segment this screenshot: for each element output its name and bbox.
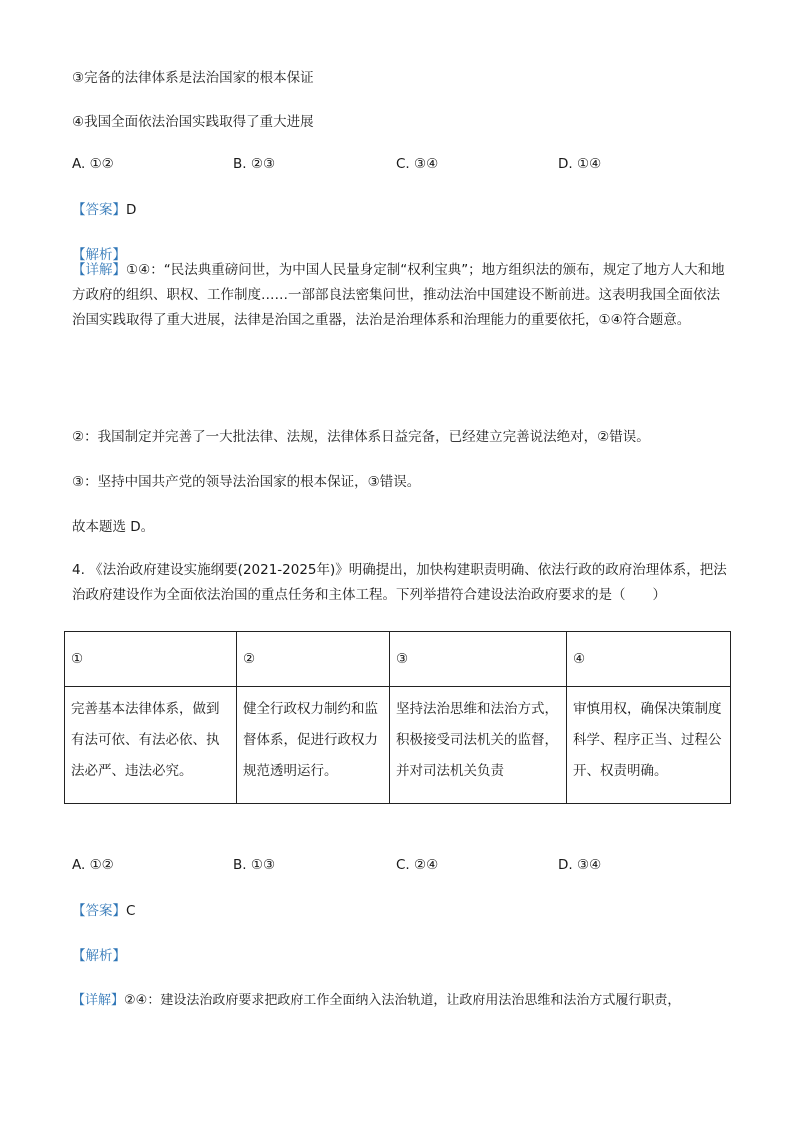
answer-value: D [126, 202, 137, 218]
q4-analysis-heading [72, 946, 126, 966]
q3-conclusion: 故本题选 D。 [72, 519, 155, 535]
detail-tag: 【详解】 [72, 993, 125, 1008]
detail-tag: 【详解】 [72, 262, 126, 278]
q4-choice-d: D. ③④ [558, 857, 602, 873]
q4-measures-table [64, 631, 731, 804]
q3-note-3: ③：坚持中国共产党的领导法治国家的根本保证，③错误。 [72, 474, 421, 490]
q4-choice-b: B. ①③ [233, 857, 276, 873]
q3-detail-paragraph [72, 258, 732, 333]
table-header-cell: ④ [567, 632, 731, 687]
table-cell: 审慎用权，确保决策制度科学、程序正当、过程公开、权责明确。 [567, 687, 731, 804]
q4-detail-paragraph [72, 991, 680, 1011]
table-cell: 健全行政权力制约和监督体系，促进行政权力规范透明运行。 [237, 687, 390, 804]
q4-choices [72, 857, 732, 877]
q3-choice-d: D. ①④ [558, 156, 602, 172]
table-header-cell: ② [237, 632, 390, 687]
q3-choice-b: B. ②③ [233, 156, 276, 172]
q3-choices [72, 156, 732, 176]
table-cell: 坚持法治思维和法治方式，积极接受司法机关的监督，并对司法机关负责 [390, 687, 567, 804]
table-header-cell: ③ [390, 632, 567, 687]
q3-option-statement-3: ③完备的法律体系是法治国家的根本保证 [72, 70, 314, 86]
q3-note-2: ②：我国制定并完善了一大批法律、法规，法律体系日益完备，已经建立完善说法绝对，②错误。 [72, 429, 650, 445]
q3-choice-a: A. ①② [72, 156, 114, 172]
analysis-tag: 【解析】 [72, 247, 126, 263]
answer-tag: 【答案】 [72, 903, 126, 919]
q3-answer [72, 200, 136, 220]
q4-choice-a: A. ①② [72, 857, 114, 873]
table-cell: 完善基本法律体系，做到有法可依、有法必依、执法必严、违法必究。 [65, 687, 237, 804]
q3-option-statement-4: ④我国全面依法治国实践取得了重大进展 [72, 114, 314, 130]
detail-text: ①④：“民法典重磅问世，为中国人民量身定制“权利宝典”；地方组织法的颁布，规定了地方人大和地方政府的组织、职权、工作制度……一部部良法密集问世，推动法治中国建设不断前进。这表明我国全面依法治国实践取得了重大进展，法律是治国之重器，法治是治理体系和治理能力的重要依托，①④符合题意。 [72, 262, 725, 328]
answer-value: C [126, 903, 136, 919]
q4-choice-c: C. ②④ [396, 857, 439, 873]
answer-tag: 【答案】 [72, 202, 126, 218]
table-header-cell: ① [65, 632, 237, 687]
analysis-tag: 【解析】 [72, 948, 126, 964]
q4-question-stem: 4. 《法治政府建设实施纲要(2021-2025年)》明确提出，加快构建职责明确、依法行政的政府治理体系，把法治政府建设作为全面依法治国的重点任务和主体工程。下列举措符合建设法治政府要求的是（ ） [72, 562, 727, 603]
q4-answer [72, 901, 135, 921]
q3-choice-c: C. ③④ [396, 156, 439, 172]
detail-text: ②④：建设法治政府要求把政府工作全面纳入法治轨道，让政府用法治思维和法治方式履行职责， [124, 993, 681, 1008]
